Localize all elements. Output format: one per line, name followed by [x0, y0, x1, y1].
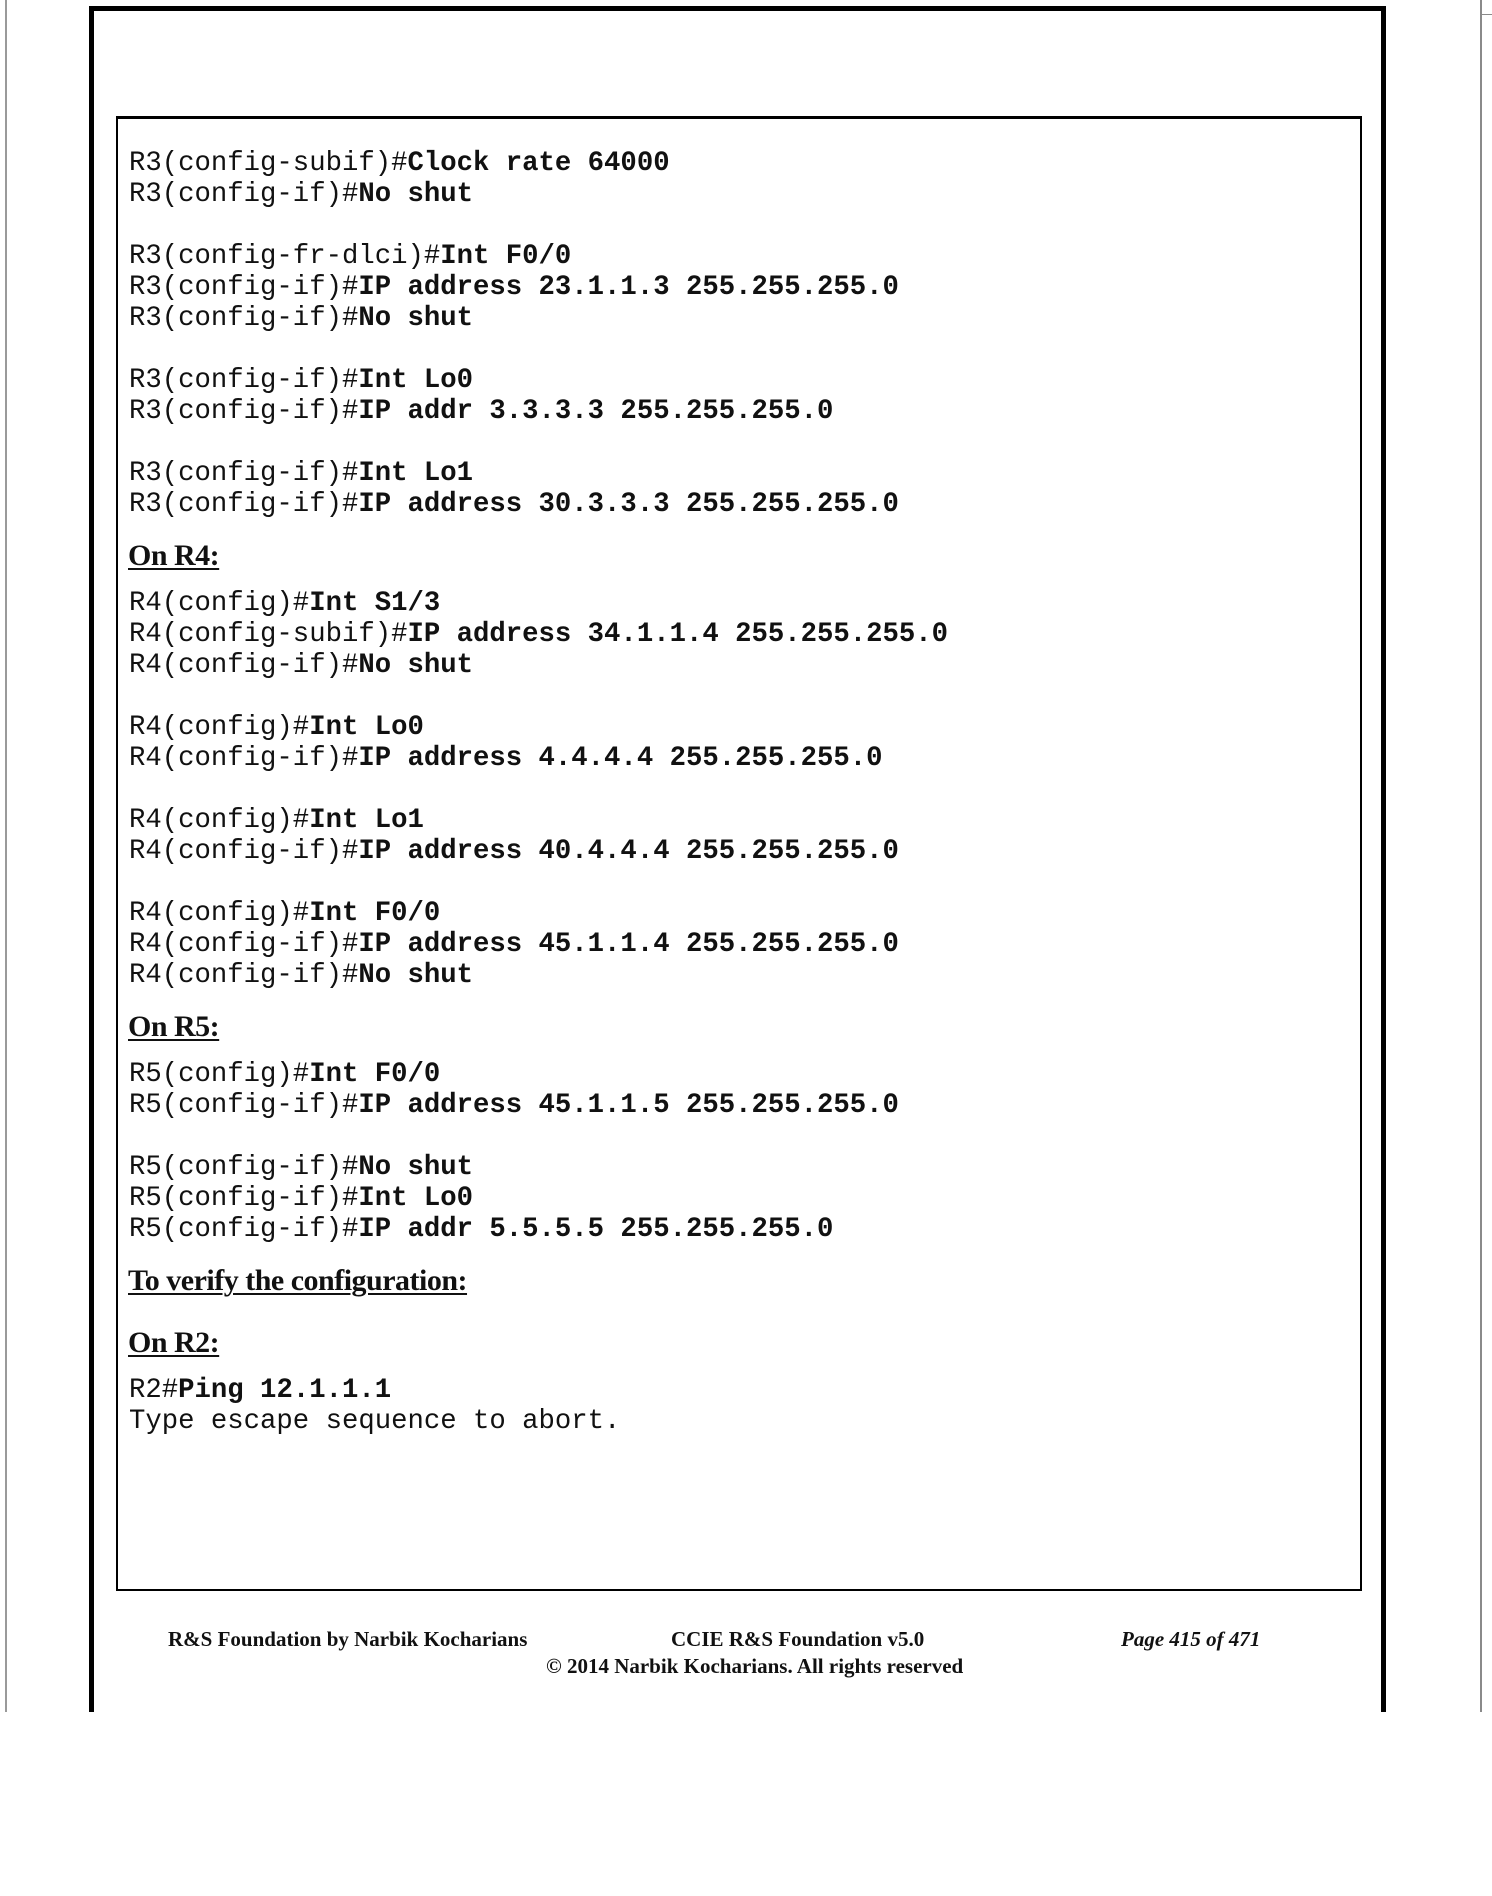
code-line: [129, 396, 833, 427]
scan-edge-tick: [1480, 14, 1492, 15]
cli-prompt: R3(config-if)#: [129, 303, 359, 334]
cli-command: No shut: [358, 960, 474, 991]
scan-edge-line-right: [1480, 0, 1482, 1712]
code-line: [129, 960, 473, 991]
code-line: [129, 179, 473, 210]
cli-command: No shut: [358, 650, 474, 681]
cli-prompt: R4(config-subif)#: [129, 619, 408, 650]
cli-prompt: R4(config-if)#: [129, 650, 359, 681]
cli-prompt: R3(config-if)#: [129, 179, 359, 210]
cli-command: IP addr 5.5.5.5 255.255.255.0: [358, 1214, 834, 1245]
cli-command: Int Lo0: [358, 365, 474, 396]
cli-command: IP address 45.1.1.5 255.255.255.0: [358, 1090, 899, 1121]
code-line: [129, 805, 424, 836]
section-heading: On R4:: [128, 539, 220, 572]
cli-command: Int F0/0: [309, 1059, 441, 1090]
section-heading: On R2:: [128, 1326, 220, 1359]
code-line: [129, 1375, 391, 1406]
cli-command: Int Lo0: [358, 1183, 474, 1214]
code-line: [129, 929, 899, 960]
code-line: [129, 619, 948, 650]
cli-command: Int S1/3: [309, 588, 441, 619]
cli-prompt: R3(config-if)#: [129, 272, 359, 303]
code-line: [129, 1090, 899, 1121]
cli-prompt: R5(config-if)#: [129, 1183, 359, 1214]
code-line: [129, 148, 670, 179]
code-line: [129, 588, 440, 619]
code-line: [129, 272, 899, 303]
cli-prompt: R4(config)#: [129, 588, 310, 619]
code-line: [129, 365, 473, 396]
cli-prompt: R4(config)#: [129, 805, 310, 836]
cli-command: Int Lo1: [358, 458, 474, 489]
cli-command: IP address 4.4.4.4 255.255.255.0: [358, 743, 883, 774]
cli-prompt: R5(config)#: [129, 1059, 310, 1090]
cli-command: Int Lo0: [309, 712, 424, 743]
code-line: [129, 650, 473, 681]
cli-command: No shut: [358, 179, 474, 210]
code-line: [129, 836, 899, 867]
code-line: [129, 241, 571, 272]
footer-copyright: © 2014 Narbik Kocharians. All rights reserved: [546, 1654, 964, 1678]
code-line: [129, 1183, 473, 1214]
cli-prompt: R3(config-if)#: [129, 458, 359, 489]
code-line: [129, 1152, 473, 1183]
cli-prompt: R4(config-if)#: [129, 929, 359, 960]
cli-prompt: R3(config-subif)#: [129, 148, 408, 179]
cli-command: IP address 45.1.1.4 255.255.255.0: [358, 929, 899, 960]
code-line: [129, 743, 883, 774]
cli-prompt: R3(config-if)#: [129, 396, 359, 427]
cli-prompt: R4(config)#: [129, 712, 310, 743]
footer-left: R&S Foundation by Narbik Kocharians: [168, 1627, 528, 1651]
cli-prompt: R3(config-if)#: [129, 489, 359, 520]
cli-prompt: R4(config-if)#: [129, 836, 359, 867]
cli-prompt: R2#: [129, 1375, 179, 1406]
code-line: [129, 712, 424, 743]
code-line: [129, 1214, 833, 1245]
cli-command: Int F0/0: [440, 241, 572, 272]
cli-command: No shut: [358, 303, 474, 334]
cli-prompt: R4(config-if)#: [129, 743, 359, 774]
section-heading: To verify the configuration:: [128, 1264, 468, 1297]
cli-command: Clock rate 64000: [407, 148, 670, 179]
cli-command: Int F0/0: [309, 898, 441, 929]
cli-command: IP address 34.1.1.4 255.255.255.0: [407, 619, 949, 650]
cli-command: IP address 30.3.3.3 255.255.255.0: [358, 489, 899, 520]
code-line: [129, 489, 899, 520]
section-heading: On R5:: [128, 1010, 220, 1043]
cli-command: IP addr 3.3.3.3 255.255.255.0: [358, 396, 834, 427]
footer-center: CCIE R&S Foundation v5.0: [671, 1627, 925, 1651]
scan-edge-line-left: [5, 0, 7, 1712]
cli-prompt: R5(config-if)#: [129, 1214, 359, 1245]
cli-command: IP address 23.1.1.3 255.255.255.0: [358, 272, 899, 303]
code-line: [129, 898, 440, 929]
cli-command: IP address 40.4.4.4 255.255.255.0: [358, 836, 899, 867]
cli-command: No shut: [358, 1152, 474, 1183]
footer-page-number: Page 415 of 471: [1121, 1627, 1261, 1651]
cli-prompt: R4(config-if)#: [129, 960, 359, 991]
code-line: [129, 1059, 440, 1090]
output-line: Type escape sequence to abort.: [129, 1406, 621, 1437]
code-line: [129, 303, 473, 334]
cli-command: Ping 12.1.1.1: [178, 1375, 392, 1406]
cli-prompt: R3(config-if)#: [129, 365, 359, 396]
cli-prompt: R3(config-fr-dlci)#: [129, 241, 441, 272]
cli-prompt: R5(config-if)#: [129, 1090, 359, 1121]
cli-prompt: R5(config-if)#: [129, 1152, 359, 1183]
cli-command: Int Lo1: [309, 805, 424, 836]
code-line: [129, 458, 473, 489]
cli-prompt: R4(config)#: [129, 898, 310, 929]
